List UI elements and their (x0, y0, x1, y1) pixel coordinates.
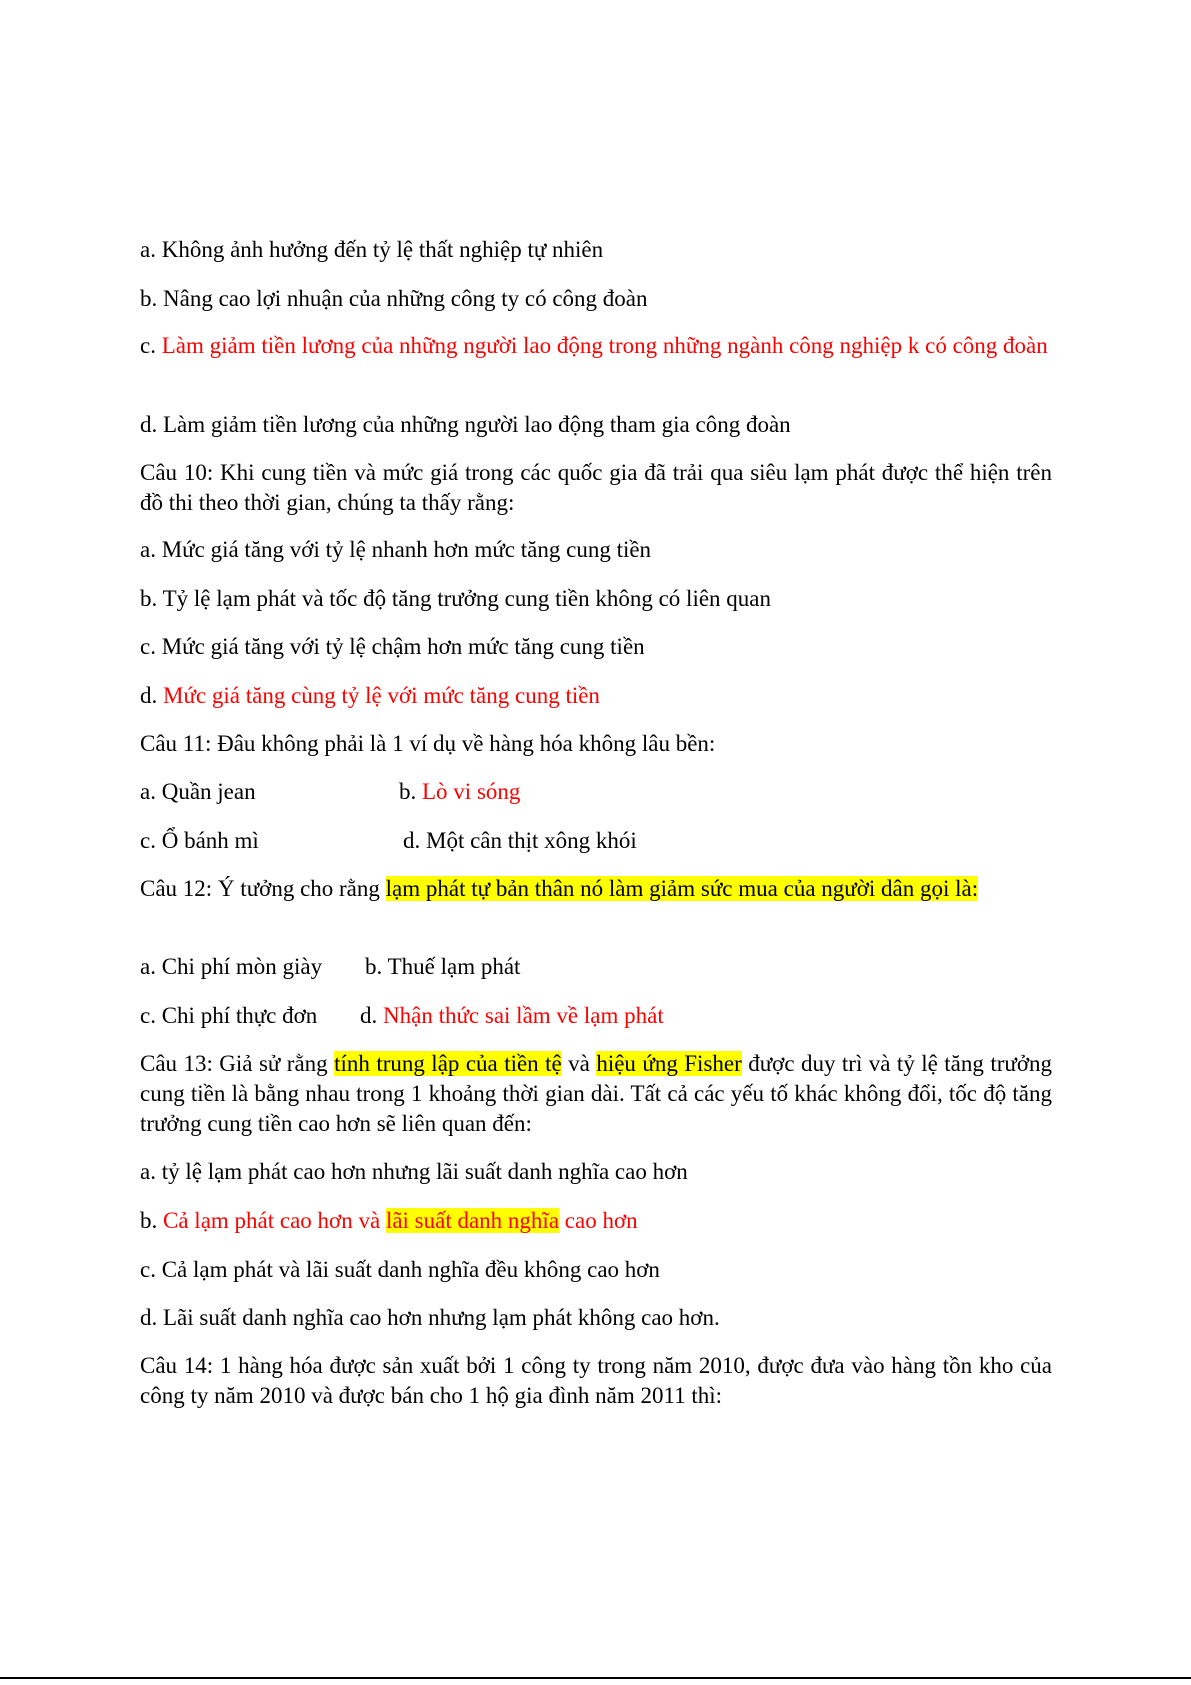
q11-option-b-prefix: b. (399, 779, 422, 804)
q11-option-d: d. Một cân thịt xông khói (403, 828, 637, 853)
q11-question: Câu 11: Đâu không phải là 1 ví dụ về hàng hóa không lâu bền: (140, 731, 716, 756)
page-bottom-rule (0, 1677, 1191, 1679)
q10-option-c: c. Mức giá tăng với tỷ lệ chậm hơn mức tăng cung tiền (140, 634, 645, 659)
q10-option-d (140, 681, 1052, 711)
q12-option-d-prefix: d. (360, 1003, 383, 1028)
q13-option-b-highlight: lãi suất danh nghĩa (385, 1208, 560, 1233)
q9-option-c-prefix: c. (140, 333, 162, 358)
q13-question (140, 1049, 1052, 1139)
q12-question-prefix: Câu 12: Ý tưởng cho rằng (140, 876, 386, 901)
q12-highlight: lạm phát tự bản thân nó làm giảm sức mua của người dân gọi là: (385, 876, 979, 901)
q12-options-row2 (140, 1001, 1052, 1031)
q12-option-b: b. Thuế lạm phát (365, 954, 521, 979)
q13-option-d: d. Lãi suất danh nghĩa cao hơn nhưng lạm phát không cao hơn. (140, 1305, 720, 1330)
q13-option-b-text1: Cả lạm phát cao hơn và (163, 1208, 386, 1233)
q11-option-c: c. Ổ bánh mì (140, 828, 259, 853)
q13-option-b-text2: cao hơn (559, 1208, 638, 1233)
q10-option-d-prefix: d. (140, 683, 163, 708)
q13-part1: Câu 13: Giả sử rằng (140, 1051, 335, 1076)
q13-highlight-1: tính trung lập của tiền tệ (334, 1051, 562, 1076)
q13-part3: được duy trì và tỷ lệ tăng trưởng cung tiền là bằng nhau trong 1 khoảng thời gian dài. Tất cả các yếu tố khác không đổi, tốc độ tăng trưởng cung tiền cao hơn sẽ liên quan đến: (140, 1051, 1052, 1136)
q11-option-b-answer: Lò vi sóng (422, 779, 521, 804)
q12-option-c: c. Chi phí thực đơn (140, 1003, 318, 1028)
q12-option-d-answer: Nhận thức sai lầm về lạm phát (383, 1003, 664, 1028)
q14-question: Câu 14: 1 hàng hóa được sản xuất bởi 1 công ty trong năm 2010, được đưa vào hàng tồn kho của công ty năm 2010 và được bán cho 1 hộ gia đình năm 2011 thì: (140, 1353, 1052, 1408)
q12-option-a: a. Chi phí mòn giày (140, 954, 323, 979)
q13-option-b-answer (163, 1208, 638, 1233)
q10-question: Câu 10: Khi cung tiền và mức giá trong các quốc gia đã trải qua siêu lạm phát được thể hiện trên đồ thi theo thời gian, chúng ta thấy rằng: (140, 460, 1052, 515)
q9-option-c (140, 331, 1052, 361)
q12-option-d (360, 1001, 664, 1031)
q9-option-c-answer: Làm giảm tiền lương của những người lao động trong những ngành công nghiệp k có công đoàn (161, 333, 1048, 358)
q9-option-d: d. Làm giảm tiền lương của những người lao động tham gia công đoàn (140, 412, 791, 437)
q13-option-a: a. tỷ lệ lạm phát cao hơn nhưng lãi suất danh nghĩa cao hơn (140, 1159, 688, 1184)
q11-option-a: a. Quần jean (140, 779, 256, 804)
q13-option-b (140, 1206, 1052, 1236)
q13-highlight-2: hiệu ứng Fisher (596, 1051, 742, 1076)
q11-options-row2 (140, 826, 1052, 856)
q11-options-row1 (140, 777, 1052, 807)
q12-options-row1 (140, 952, 1052, 982)
q10-option-d-answer: Mức giá tăng cùng tỷ lệ với mức tăng cung tiền (163, 683, 600, 708)
q13-option-c: c. Cả lạm phát và lãi suất danh nghĩa đều không cao hơn (140, 1257, 660, 1282)
q11-option-b (399, 777, 520, 807)
q12-question (140, 874, 1052, 904)
q13-option-b-prefix: b. (140, 1208, 163, 1233)
q10-option-b: b. Tỷ lệ lạm phát và tốc độ tăng trưởng cung tiền không có liên quan (140, 586, 772, 611)
q9-option-b: b. Nâng cao lợi nhuận của những công ty có công đoàn (140, 286, 648, 311)
q9-option-a: a. Không ảnh hưởng đến tỷ lệ thất nghiệp tự nhiên (140, 237, 604, 262)
q13-part2: và (561, 1051, 597, 1076)
q10-option-a: a. Mức giá tăng với tỷ lệ nhanh hơn mức tăng cung tiền (140, 537, 652, 562)
